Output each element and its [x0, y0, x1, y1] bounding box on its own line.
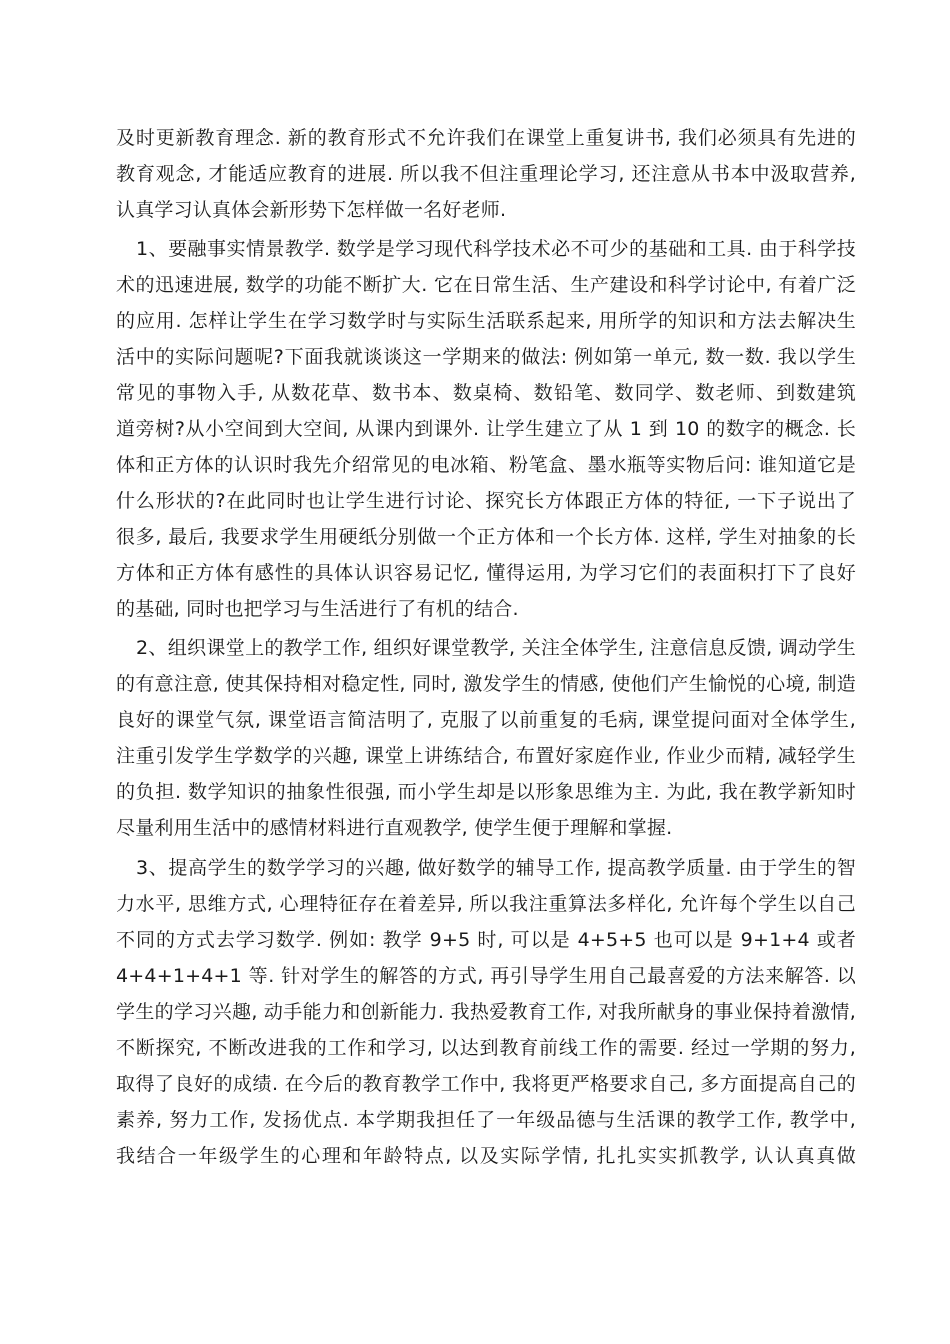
text-line: 及时更新教育理念. 新的教育形式不允许我们在课堂上重复讲书, 我们必须具有先进的	[116, 127, 856, 149]
text-line: 方体和正方体有感性的具体认识容易记忆, 懂得运用, 为学习它们的表面积打下了良好	[116, 562, 856, 584]
paragraph-3-start: 3、提高学生的数学学习的兴趣, 做好数学的辅导工作, 提高教学质量. 由于学生的智	[136, 857, 856, 879]
text-line: 的有意注意, 使其保持相对稳定性, 同时, 激发学生的情感, 使他们产生愉悦的心境, 制造	[116, 673, 856, 695]
text-line: 教育观念, 才能适应教育的进展. 所以我不但注重理论学习, 还注意从书本中汲取营养,	[116, 163, 856, 185]
text-line: 的基础, 同时也把学习与生活进行了有机的结合.	[116, 598, 519, 620]
text-line: 我结合一年级学生的心理和年龄特点, 以及实际学情, 扎扎实实抓教学, 认认真真做	[116, 1145, 856, 1167]
text-line: 不断探究, 不断改进我的工作和学习, 以达到教育前线工作的需要. 经过一学期的努力,	[116, 1037, 856, 1059]
text-line: 学生的学习兴趣, 动手能力和创新能力. 我热爱教育工作, 对我所献身的事业保持着激情,	[116, 1001, 856, 1023]
text-line: 的应用. 怎样让学生在学习数学时与实际生活联系起来, 用所学的知识和方法去解决生	[116, 310, 856, 332]
text-line: 体和正方体的认识时我先介绍常见的电冰箱、粉笔盒、墨水瓶等实物后问: 谁知道它是	[116, 454, 856, 476]
text-line: 取得了良好的成绩. 在今后的教育教学工作中, 我将更严格要求自己, 多方面提高自己的	[116, 1073, 856, 1095]
text-line: 良好的课堂气氛, 课堂语言简洁明了, 克服了以前重复的毛病, 课堂提问面对全体学生,	[116, 709, 856, 731]
text-line: 素养, 努力工作, 发扬优点. 本学期我担任了一年级品德与生活课的教学工作, 教学中,	[116, 1109, 856, 1131]
text-line: 术的迅速进展, 数学的功能不断扩大. 它在日常生活、生产建设和科学讨论中, 有着广泛	[116, 274, 856, 296]
paragraph-1-start: 1、要融事实情景教学. 数学是学习现代科学技术必不可少的基础和工具. 由于科学技	[136, 238, 856, 260]
text-line: 力水平, 思维方式, 心理特征存在着差异, 所以我注重算法多样化, 允许每个学生以自己	[116, 893, 856, 915]
paragraph-2-start: 2、组织课堂上的教学工作, 组织好课堂教学, 关注全体学生, 注意信息反馈, 调动学生	[136, 637, 856, 659]
text-line: 活中的实际问题呢?下面我就谈谈这一学期来的做法: 例如第一单元, 数一数. 我以学生	[116, 346, 856, 368]
text-line: 的负担. 数学知识的抽象性很强, 而小学生却是以形象思维为主. 为此, 我在教学新知时	[116, 781, 856, 803]
text-line: 尽量利用生活中的感情材料进行直观教学, 使学生便于理解和掌握.	[116, 817, 673, 839]
text-line: 认真学习认真体会新形势下怎样做一名好老师.	[116, 199, 507, 221]
text-line: 什么形状的?在此同时也让学生进行讨论、探究长方体跟正方体的特征, 一下子说出了	[116, 490, 856, 512]
text-line: 注重引发学生学数学的兴趣, 课堂上讲练结合, 布置好家庭作业, 作业少而精, 减轻学生	[116, 745, 856, 767]
text-line: 不同的方式去学习数学. 例如: 教学 9+5 时, 可以是 4+5+5 也可以是 9+1+4 或者	[116, 929, 856, 951]
text-line: 常见的事物入手, 从数花草、数书本、数桌椅、数铅笔、数同学、数老师、到数建筑	[116, 382, 856, 404]
text-line: 很多, 最后, 我要求学生用硬纸分别做一个正方体和一个长方体. 这样, 学生对抽象的长	[116, 526, 856, 548]
text-line: 道旁树?从小空间到大空间, 从课内到课外. 让学生建立了从 1 到 10 的数字的概念. 长	[116, 418, 856, 440]
text-line: 4+4+1+4+1 等. 针对学生的解答的方式, 再引导学生用自己最喜爱的方法来解答. 以	[116, 965, 856, 987]
